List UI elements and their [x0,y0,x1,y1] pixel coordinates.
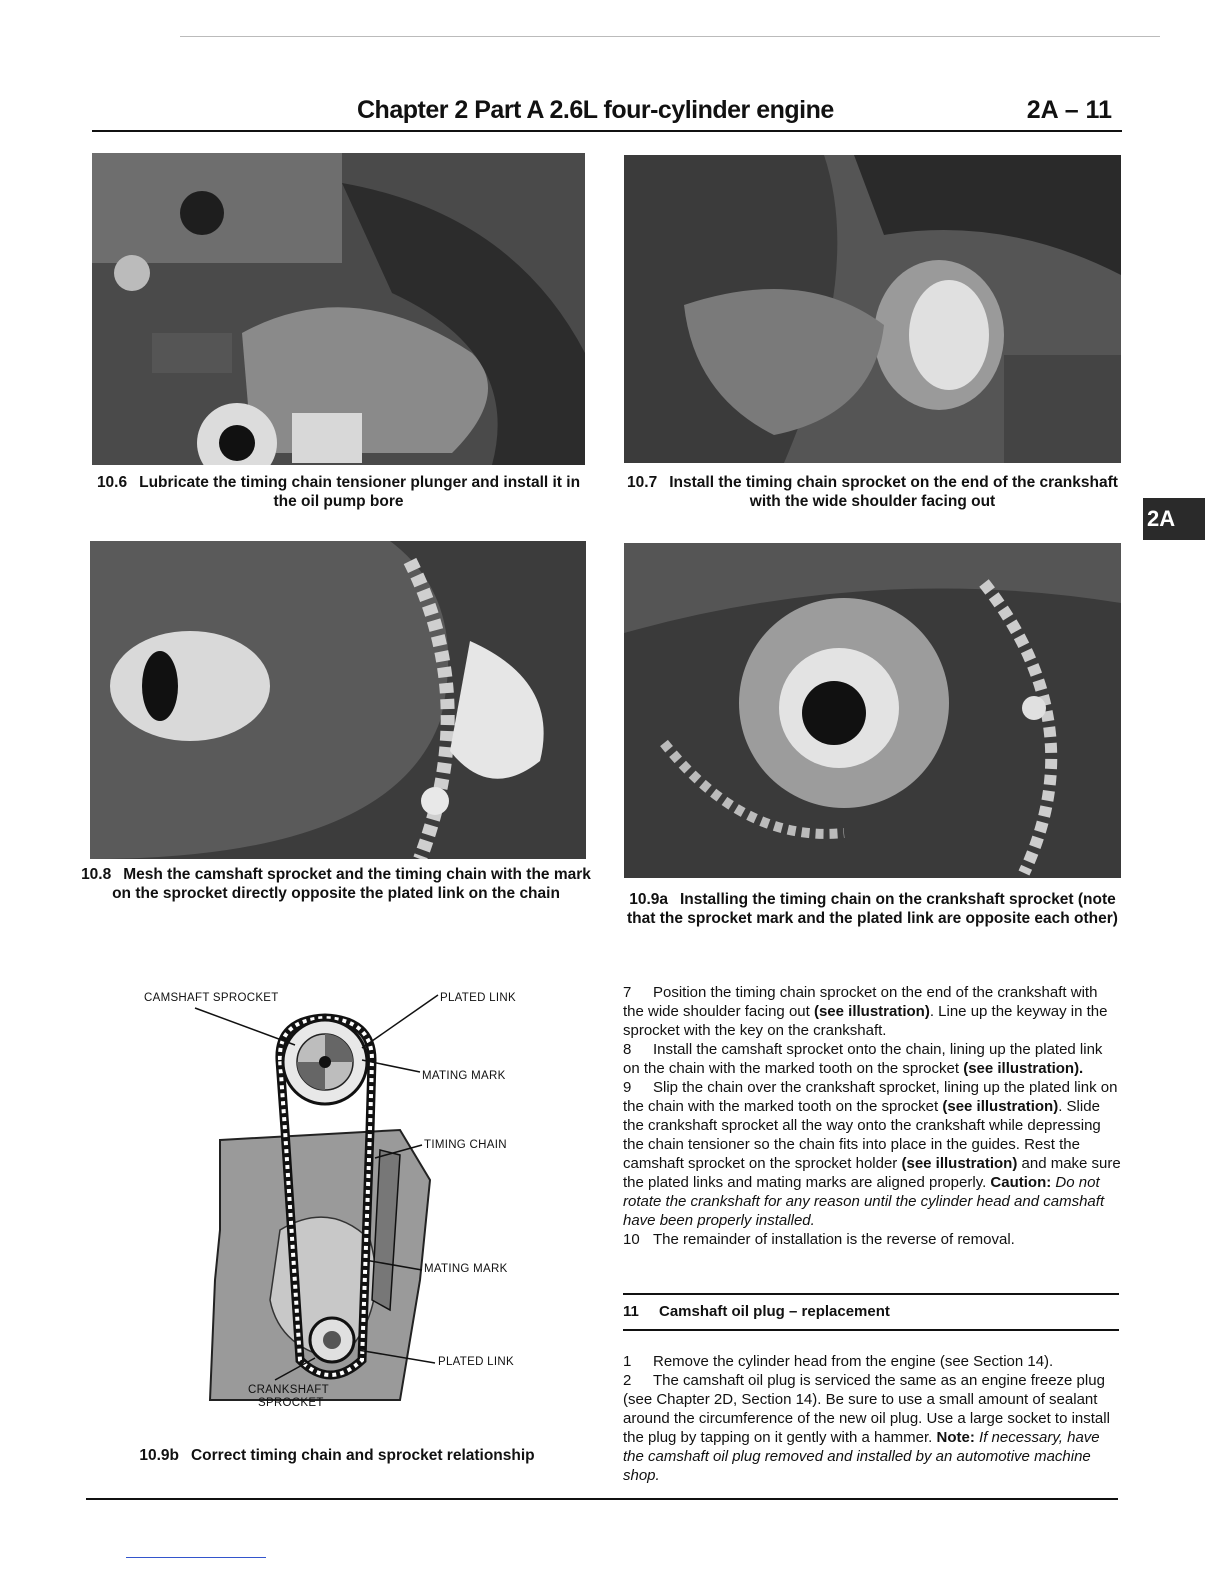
caption-text: Mesh the camshaft sprocket and the timing chain with the mark on the sprocket directly opposite the plated link on the chain [112,866,591,902]
label-timing-chain: TIMING CHAIN [424,1139,507,1151]
page-header [92,94,1122,132]
caption-number: 10.6 [96,474,128,491]
step-text: . Slide the crankshaft sprocket all the way onto the crankshaft while depressing the chain tensioner so the chain fits into place in the guides. Rest the camshaft sprocket on the sprocket holder [623,1098,1101,1172]
label-mating-mark-top: MATING MARK [422,1070,506,1082]
caption-10-9a [624,890,1121,928]
caution-text: Do not rotate the crankshaft for any reason until the cylinder head and camshaft have been properly installed. [623,1174,1105,1229]
step-number: 9 [623,1079,632,1096]
note-label: Note: [936,1429,975,1446]
page-number: 2A – 11 [1026,96,1112,124]
chapter-title: Chapter 2 Part A 2.6L four-cylinder engine [357,96,834,124]
caption-10-8 [80,865,592,903]
photo-10-9a [624,543,1121,878]
installation-steps [623,983,1121,1249]
section-11-para-1 [623,1352,1121,1371]
section-11-para-2 [623,1371,1121,1485]
caption-10-6 [92,473,585,511]
caption-number: 10.9a [629,891,668,908]
caption-number: 10.8 [81,866,112,883]
label-mating-mark-bottom: MATING MARK [424,1263,508,1275]
step-text: The camshaft oil plug is serviced the same as an engine freeze plug (see Chapter 2D, Section 14). Be sure to use a small amount of sealant around the circumference of the new oil plug. Use a large socket to install the plug by tapping on it gently with a hammer. [623,1372,1110,1446]
step-text: and make sure the plated links and mating marks are aligned properly. [623,1155,1121,1191]
label-crankshaft: CRANKSHAFT [248,1384,329,1396]
section-title: Camshaft oil plug – replacement [659,1303,890,1320]
caption-text: Correct timing chain and sprocket relationship [190,1447,535,1464]
see-illustration-ref: (see illustration) [813,1003,930,1020]
step-number: 10 [623,1231,640,1248]
section-11-heading [623,1303,890,1320]
see-illustration-ref: (see illustration) [942,1098,1059,1115]
label-crankshaft-sprocket: SPROCKET [258,1397,324,1409]
step-text: . Line up the keyway in the sprocket with the key on the crankshaft. [623,1003,1108,1039]
step-10 [623,1230,1121,1249]
step-9 [623,1078,1121,1230]
photo-10-8 [90,541,586,859]
chapter-tab: 2A [1143,498,1205,540]
step-text: The remainder of installation is the reverse of removal. [653,1231,1015,1248]
step-number: 8 [623,1041,632,1058]
caption-number: 10.9b [139,1447,179,1464]
step-text: Remove the cylinder head from the engine (see Section 14). [653,1353,1054,1370]
photo-10-6 [92,153,585,465]
photo-10-7 [624,155,1121,463]
section-11-body [623,1352,1121,1485]
footer-mark [126,1557,266,1558]
label-camshaft-sprocket: CAMSHAFT SPROCKET [144,992,279,1004]
caption-10-9b [92,1446,582,1465]
caption-10-7 [624,473,1121,511]
section-number: 11 [623,1303,639,1320]
step-7 [623,983,1121,1040]
diagram-10-9b [100,980,560,1430]
step-number: 7 [623,984,632,1001]
step-8 [623,1040,1121,1078]
section-rule-top [623,1293,1119,1295]
step-text: Install the camshaft sprocket onto the chain, lining up the plated link on the chain with the marked tooth on the sprocket [623,1041,1103,1077]
section-rule-bottom [623,1329,1119,1331]
note-text: If necessary, have the camshaft oil plug removed and installed by an automotive machine shop. [623,1429,1100,1484]
step-number: 1 [623,1353,632,1370]
footer-rule [86,1498,1118,1500]
see-illustration-ref: (see illustration). [963,1060,1084,1077]
top-rule [180,36,1160,37]
see-illustration-ref: (see illustration) [901,1155,1018,1172]
label-plated-link-bottom: PLATED LINK [438,1356,514,1368]
label-plated-link-top: PLATED LINK [440,992,516,1004]
caution-label: Caution: [990,1174,1052,1191]
step-text: Slip the chain over the crankshaft sprocket, lining up the plated link on the chain with the marked tooth on the sprocket [623,1079,1118,1115]
caption-text: Lubricate the timing chain tensioner plunger and install it in the oil pump bore [139,474,581,510]
caption-text: Install the timing chain sprocket on the end of the crankshaft with the wide shoulder facing out [669,474,1118,510]
step-text: Position the timing chain sprocket on the end of the crankshaft with the wide shoulder facing out [623,984,1098,1020]
caption-number: 10.7 [627,474,658,491]
step-number: 2 [623,1372,632,1389]
caption-text: Installing the timing chain on the crankshaft sprocket (note that the sprocket mark and the plated link are opposite each other) [627,891,1118,927]
